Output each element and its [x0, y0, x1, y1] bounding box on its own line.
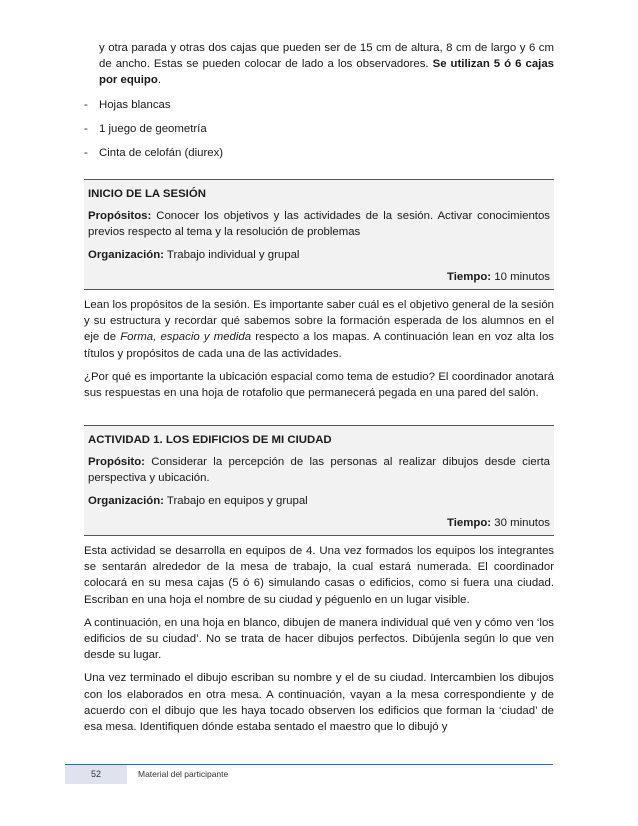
activity-purpose-label: Propósito:	[88, 456, 145, 469]
list-item	[84, 145, 554, 161]
list-item-text: Cinta de celofán (diurex)	[99, 147, 224, 160]
activity-time-label: Tiempo:	[447, 516, 492, 529]
session-p1-text: Lean los propósitos de la sesión. Es importante saber cuál es el objetivo general de la sesión y su estructura y recordar qué sabemos sobre la formación esperada de los alumnos en el eje de	[84, 299, 554, 344]
footer-label: Material del participante	[138, 769, 229, 779]
page-number: 52	[65, 765, 127, 784]
session-organization	[88, 247, 550, 263]
session-organization-text: Trabajo individual y grupal	[163, 248, 300, 261]
session-time-text: 10 minutos	[491, 270, 550, 283]
activity-time-text: 30 minutos	[491, 516, 550, 529]
activity-paragraph-2: A continuación, en una hoja en blanco, dibujen de manera individual qué ven y cómo ven ‘los edificios de su ciudad’. No se trata de hacer dibujos perfectos. Dibújenla según lo que ven desde su lugar.	[84, 616, 554, 662]
session-time-label: Tiempo:	[447, 270, 492, 283]
activity-purpose-text: Considerar la percepción de las personas al realizar dibujos desde cierta perspectiva y ubicación.	[88, 456, 550, 485]
continuation-bold: Se utilizan 5 ó 6 cajas por equipo	[99, 58, 554, 87]
page-content	[84, 40, 554, 735]
activity-time	[88, 515, 550, 531]
session-p1-italic: Forma, espacio y medida	[120, 331, 252, 344]
continuation-paragraph	[84, 40, 554, 89]
session-time	[88, 269, 550, 285]
page-footer	[65, 764, 553, 784]
activity-paragraph-1: Esta actividad se desarrolla en equipos de 4. Una vez formados los equipos los integrantes se sentarán alrededor de la mesa de trabajo, la cual estará numerada. El coordinador colocará en su mesa cajas (5 ó 6) simulando casas o edificios, como si fuera una ciudad. Escriban en una hoja el nombre de su ciudad y péguenlo en un lugar visible.	[84, 545, 554, 606]
session-title: INICIO DE LA SESIÓN	[88, 188, 206, 201]
session-p1-end: respecto a los mapas. A continuación lean en voz alta los títulos y propósitos de cada una de las actividades.	[84, 331, 554, 360]
activity-paragraph-3: Una vez terminado el dibujo escriban su nombre y el de su ciudad. Intercambien los dibujos con los elaborados en otra mesa. A continuación, vayan a la mesa correspondiente y de acuerdo con el dibujo que les haya tocado observen los edificios que forman la ‘ciudad’ de esa mesa. Identifiquen dónde estaba sentado el maestro que lo dibujó y	[84, 672, 554, 734]
activity-box	[84, 425, 554, 536]
list-dash: -	[84, 122, 88, 135]
list-item	[84, 97, 554, 113]
session-purpose	[88, 208, 550, 240]
continuation-text: y otra parada y otras dos cajas que pueden ser de 15 cm de altura, 8 cm de largo y 6 cm de ancho. Estas se pueden colocar de lado a los observadores.	[99, 42, 554, 71]
activity-organization-text: Trabajo en equipos y grupal	[163, 494, 308, 507]
session-start-box	[84, 179, 554, 290]
session-paragraph-2: ¿Por qué es importante la ubicación espacial como tema de estudio? El coordinador anotará sus respuestas en una hoja de rotafolio que permanecerá pegada en una pared del salón.	[84, 370, 554, 400]
list-dash: -	[84, 98, 88, 111]
session-paragraph-1	[84, 297, 554, 362]
session-purpose-label: Propósitos:	[88, 210, 152, 223]
activity-title: ACTIVIDAD 1. LOS EDIFICIOS DE MI CIUDAD	[88, 434, 332, 447]
materials-list	[84, 97, 554, 162]
activity-organization	[88, 493, 550, 509]
list-item-text: 1 juego de geometría	[99, 122, 207, 135]
activity-purpose	[88, 454, 550, 486]
list-item	[84, 121, 554, 137]
activity-organization-label: Organización:	[88, 494, 164, 507]
session-purpose-text: Conocer los objetivos y las actividades de la sesión. Activar conocimientos previos respecto al tema y la resolución de problemas	[88, 210, 550, 239]
continuation-end: .	[157, 74, 162, 87]
list-dash: -	[84, 147, 88, 160]
list-item-text: Hojas blancas	[99, 98, 171, 111]
session-organization-label: Organización:	[88, 248, 164, 261]
